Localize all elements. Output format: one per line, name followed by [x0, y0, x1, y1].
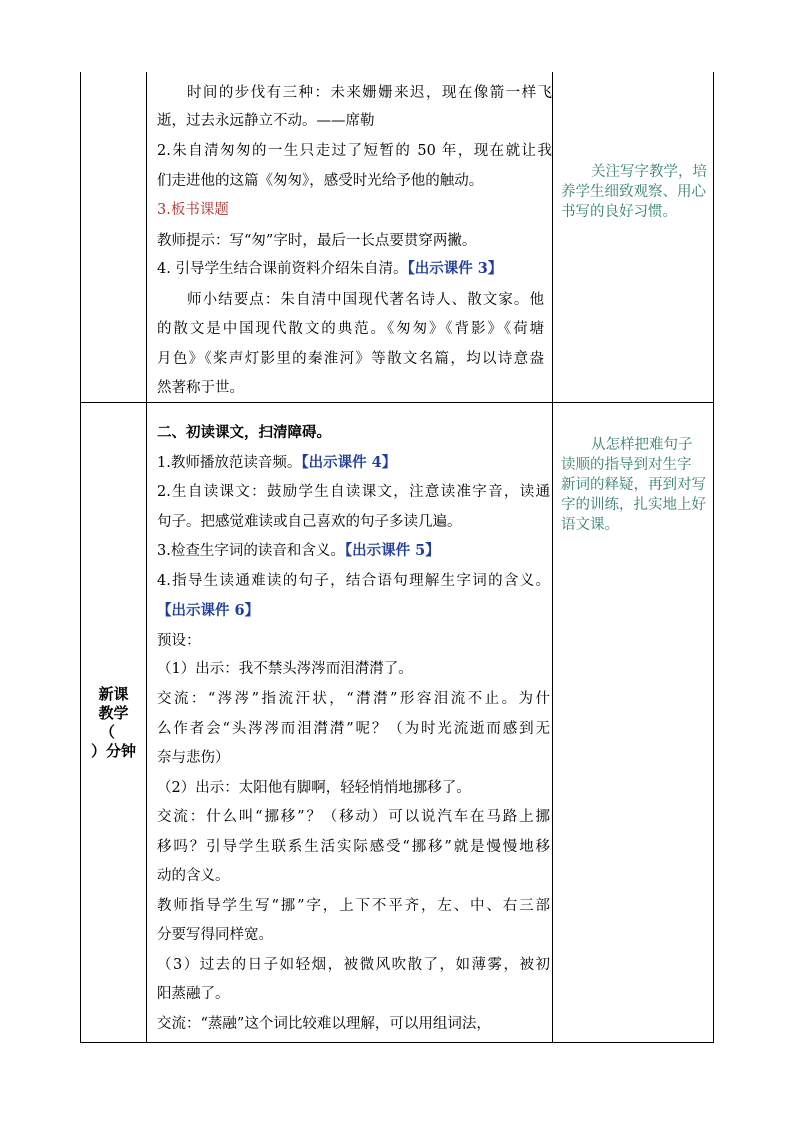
- courseware-tag: 【出示课件 3】: [407, 260, 503, 277]
- text-line: 2.朱自清匆匆的一生只走过了短暂的 50 年，现在就让我: [157, 143, 552, 159]
- row1-content-cell: [147, 72, 552, 402]
- stage-label-line: （: [99, 723, 115, 741]
- text-line: （3）过去的日子如轻烟，被微风吹散了，如薄雾，被初: [157, 957, 550, 973]
- text-line: 逝，过去永远静立不动。——席勒: [157, 113, 375, 129]
- text-span: 3.检查生字词的读音和含义。: [157, 543, 345, 559]
- stage-label-line: ）分钟: [90, 742, 136, 760]
- text-span: 1.教师播放范读音频。: [157, 455, 302, 471]
- text-line: 交流：什么叫“挪移”？（移动）可以说汽车在马路上挪: [157, 809, 550, 825]
- text-line: 教师指导学生写“挪”字，上下不平齐，左、中、右三部: [157, 898, 550, 914]
- text-line: 阳蒸融了。: [157, 986, 230, 1002]
- text-line: 么作者会“头涔涔而泪潸潸”呢？（为时光流逝而感到无: [157, 721, 550, 737]
- text-line: 交流：“涔涔”指流汗状，“潸潸”形容泪流不止。为什: [157, 691, 550, 707]
- text-line: 交流：“蒸融”这个词比较难以理解，可以用组词法，: [157, 1016, 491, 1032]
- text-line: 预设：: [157, 633, 201, 649]
- text-line: 2.生自读课文：鼓励学生自读课文，注意读准字音，读通: [157, 484, 550, 500]
- text-line: 分要写得同样宽。: [157, 927, 273, 943]
- text-line: 师小结要点：朱自清中国现代著名诗人、散文家。他: [187, 292, 544, 308]
- text-line: [157, 259, 502, 279]
- text-line: 教师提示：写“匆”字时，最后一长点要贯穿两撇。: [157, 233, 477, 249]
- section-heading: 二、初读课文，扫清障碍。: [157, 424, 331, 441]
- text-line: [157, 541, 440, 561]
- text-line: 4.指导生读通难读的句子，结合语句理解生字词的含义。: [157, 573, 550, 589]
- stage-label-line: 教学: [98, 704, 129, 722]
- row2-note-cell: [553, 403, 713, 1042]
- table-border-bottom: [80, 1042, 714, 1043]
- note-line: 读顺的指导到对生字: [561, 457, 692, 473]
- note-line: 新词的释疑，再到对写: [561, 477, 706, 493]
- text-line: 然著称于世。: [157, 380, 244, 396]
- text-line: 3.板书课题: [157, 202, 229, 218]
- row2-content-cell: [147, 403, 552, 1042]
- text-line: 句子。把感觉难读或自己喜欢的句子多读几遍。: [157, 514, 462, 530]
- table-border-right: [713, 72, 714, 1043]
- courseware-tag: 【出示课件 6】: [157, 602, 260, 619]
- text-line: 动的含义。: [157, 868, 230, 884]
- lesson-plan-table: [80, 72, 714, 1043]
- note-line: 关注写字教学，培: [591, 164, 707, 180]
- text-line: 奈与悲伤）: [157, 750, 230, 766]
- stage-label-cell: [81, 403, 146, 1042]
- courseware-tag: 【出示课件 4】: [301, 454, 397, 471]
- courseware-tag: 【出示课件 5】: [344, 542, 440, 559]
- text-line: （1）出示：我不禁头涔涔而泪潸潸了。: [157, 661, 413, 677]
- text-line: 移吗？引导学生联系生活实际感受“挪移”就是慢慢地移: [157, 839, 550, 855]
- note-line: 书写的良好习惯。: [561, 204, 677, 220]
- text-line: 时间的步伐有三种：未来姗姗来迟，现在像箭一样飞: [187, 85, 552, 101]
- text-line: 月色》《桨声灯影里的秦淮河》等散文名篇，均以诗意盎: [157, 351, 544, 367]
- row1-note-cell: [553, 72, 713, 402]
- note-line: 养学生细致观察、用心: [561, 184, 706, 200]
- text-line: 们走进他的这篇《匆匆》，感受时光给予他的触动。: [157, 173, 484, 189]
- note-line: 字的训练，扎实地上好: [561, 497, 706, 513]
- text-line: [157, 453, 396, 473]
- text-span: 4. 引导学生结合课前资料介绍朱自清。: [157, 261, 408, 277]
- stage-label-line: 新课: [98, 685, 129, 703]
- text-line: （2）出示：太阳他有脚啊，轻轻悄悄地挪移了。: [157, 780, 471, 796]
- note-line: 从怎样把难句子: [591, 437, 693, 453]
- text-line: 的散文是中国现代散文的典范。《匆匆》《背影》《荷塘: [157, 321, 544, 337]
- note-line: 语文课。: [561, 517, 619, 533]
